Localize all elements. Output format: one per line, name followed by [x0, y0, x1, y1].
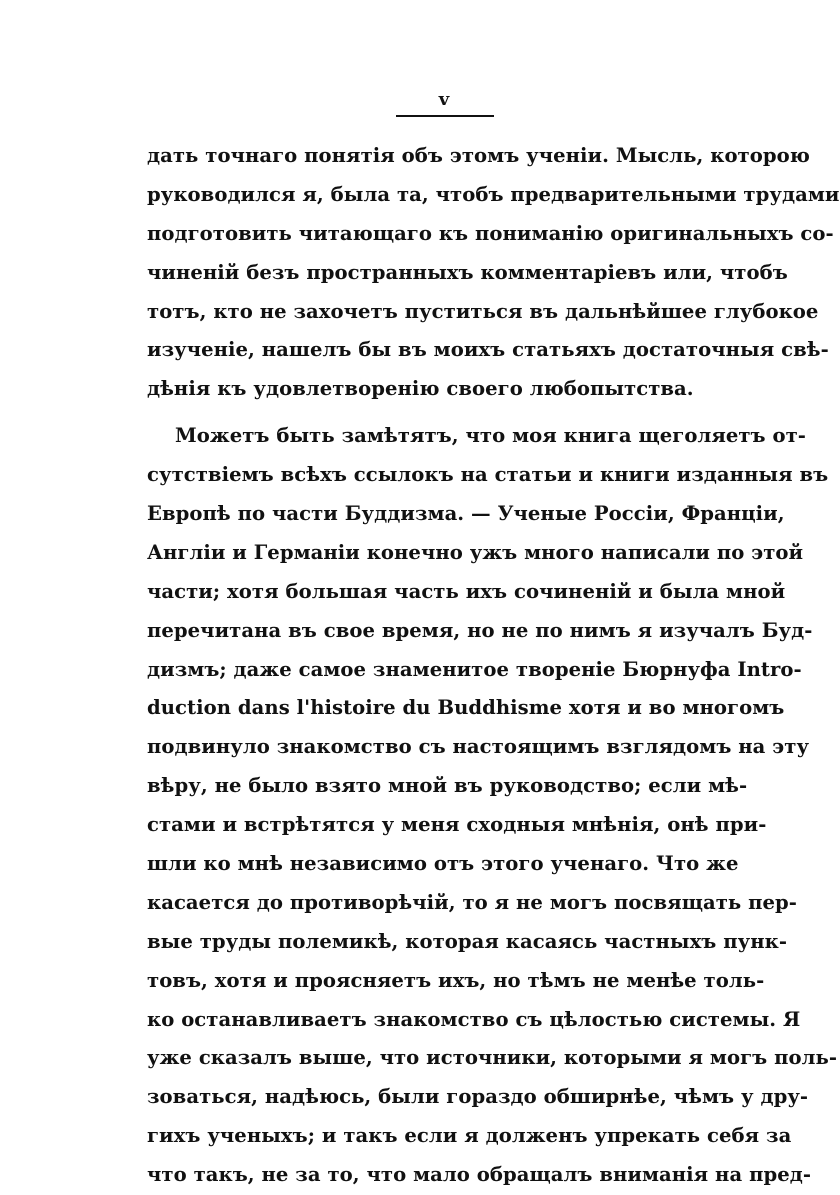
text-line: руководился я, была та, чтобъ предварительными трудами [147, 182, 840, 206]
text-line: зоваться, надѣюсь, были гораздо обширнѣе, чѣмъ у дру- [147, 1085, 809, 1109]
text-line: подготовить читающаго къ пониманію оригинальныхъ со- [147, 221, 834, 245]
body-text [147, 137, 840, 1195]
text-line: подвинуло знакомство съ настоящимъ взглядомъ на эту [147, 735, 810, 759]
text-line: шли ко мнѣ независимо отъ этого ученаго. Что же [147, 852, 739, 876]
text-line: duction dans l'histoire du Buddhisme хотя и во многомъ [147, 696, 785, 720]
text-line: дать точнаго понятія объ этомъ ученіи. Мысль, которою [147, 144, 810, 167]
text-line: изученіе, нашелъ бы въ моихъ статьяхъ достаточныя свѣ- [147, 338, 829, 362]
text-line: ко останавливаетъ знакомство съ цѣлостью системы. Я [147, 1007, 801, 1031]
paragraph-1 [147, 137, 840, 409]
page-number: v [438, 89, 450, 110]
text-line: дѣнія къ удовлетворенію своего любопытства. [147, 377, 694, 401]
paragraph-2 [147, 417, 838, 1195]
header-rule [396, 115, 494, 117]
text-line: тотъ, кто не захочетъ пуститься въ дальнѣйшее глубокое [147, 299, 819, 323]
text-line: касается до противорѣчій, то я не могъ посвящать пер- [147, 890, 797, 914]
text-line: перечитана въ свое время, но не по нимъ я изучалъ Буд- [147, 618, 813, 642]
text-line: что такъ, не за то, что мало обращалъ вниманія на пред- [147, 1163, 812, 1187]
text-line: сутствіемъ всѣхъ ссылокъ на статьи и книги изданныя въ [147, 463, 829, 487]
text-line: товъ, хотя и проясняетъ ихъ, но тѣмъ не менѣе толь- [147, 968, 765, 992]
text-line: гихъ ученыхъ; и такъ если я долженъ упрекать себя за [147, 1124, 792, 1148]
text-line: чиненій безъ пространныхъ комментаріевъ или, чтобъ [147, 260, 788, 284]
text-line: Можетъ быть замѣтятъ, что моя книга щеголяетъ от- [175, 424, 806, 448]
text-line: Англіи и Германіи конечно ужъ много написали по этой [147, 540, 804, 564]
text-line: дизмъ; даже самое знаменитое твореніе Бюрнуфа Intro- [147, 657, 802, 681]
text-line: вые труды полемикѣ, которая касаясь частныхъ пунк- [147, 929, 788, 953]
text-line: Европѣ по части Буддизма. — Ученые Россіи, Франціи, [147, 502, 785, 526]
text-line: стами и встрѣтятся у меня сходныя мнѣнія, онѣ при- [147, 813, 767, 837]
page-header [0, 88, 840, 128]
text-line: части; хотя большая часть ихъ сочиненій и была мной [147, 579, 786, 603]
text-line: уже сказалъ выше, что источники, которыми я могъ поль- [147, 1046, 838, 1070]
text-line: вѣру, не было взято мной въ руководство; если мѣ- [147, 774, 748, 798]
